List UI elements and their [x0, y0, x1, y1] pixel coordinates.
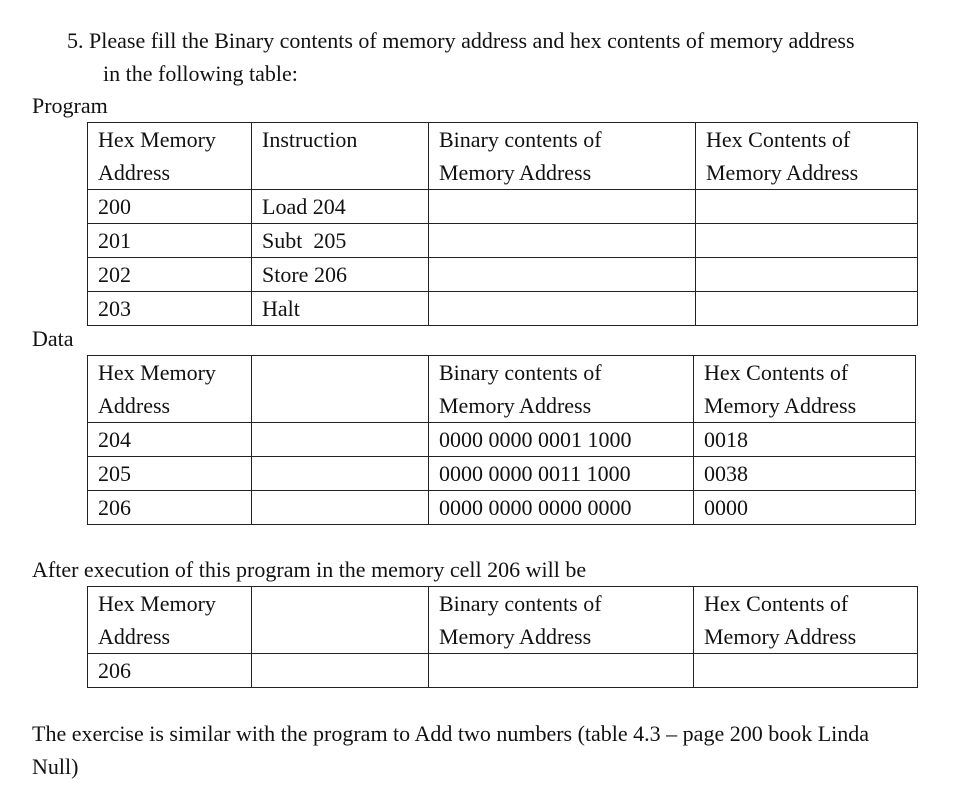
header-binary-contents: Binary contents of Memory Address — [429, 123, 696, 190]
table-row — [88, 258, 918, 292]
header-hex-contents: Hex Contents of Memory Address — [694, 587, 918, 654]
hex-cell: 0018 — [694, 423, 916, 457]
question-line-2: in the following table: — [103, 61, 298, 86]
data-table — [87, 355, 916, 525]
result-table — [87, 586, 918, 688]
table-header-row — [88, 587, 918, 654]
data-section-label: Data — [32, 326, 74, 351]
table-header-row — [88, 123, 918, 190]
table-row — [88, 423, 916, 457]
address-cell: 206 — [88, 491, 252, 525]
hex-cell: 0000 — [694, 491, 916, 525]
header-binary-contents: Binary contents of Memory Address — [429, 587, 694, 654]
instruction-cell: Subt 205 — [252, 224, 429, 258]
hex-cell: 0038 — [694, 457, 916, 491]
header-instruction: Instruction — [252, 123, 429, 190]
binary-cell[interactable] — [429, 292, 696, 326]
binary-cell: 0000 0000 0001 1000 — [429, 423, 694, 457]
address-cell: 206 — [88, 654, 252, 688]
header-blank — [252, 356, 429, 423]
table-row — [88, 457, 916, 491]
table-row — [88, 292, 918, 326]
address-cell: 201 — [88, 224, 252, 258]
instruction-cell — [252, 457, 429, 491]
hex-cell[interactable] — [696, 258, 918, 292]
hex-cell[interactable] — [696, 224, 918, 258]
address-cell: 202 — [88, 258, 252, 292]
question-line-1: 5. Please fill the Binary contents of memory address and hex contents of memory address — [67, 28, 855, 53]
table-row — [88, 190, 918, 224]
address-cell: 203 — [88, 292, 252, 326]
after-execution-label: After execution of this program in the memory cell 206 will be — [32, 557, 587, 582]
address-cell: 205 — [88, 457, 252, 491]
header-hex-memory-address: Hex Memory Address — [88, 587, 252, 654]
instruction-cell: Load 204 — [252, 190, 429, 224]
header-blank — [252, 587, 429, 654]
program-table — [87, 122, 918, 326]
table-row — [88, 654, 918, 688]
header-hex-contents: Hex Contents of Memory Address — [696, 123, 918, 190]
instruction-cell — [252, 491, 429, 525]
table-row — [88, 224, 918, 258]
footer-line-2: Null) — [32, 754, 79, 779]
footer-line-1: The exercise is similar with the program to Add two numbers (table 4.3 – page 200 book Linda — [32, 721, 870, 746]
hex-cell[interactable] — [694, 654, 918, 688]
binary-cell[interactable] — [429, 224, 696, 258]
instruction-cell: Halt — [252, 292, 429, 326]
binary-cell[interactable] — [429, 654, 694, 688]
address-cell: 204 — [88, 423, 252, 457]
header-hex-memory-address: Hex Memory Address — [88, 356, 252, 423]
binary-cell: 0000 0000 0000 0000 — [429, 491, 694, 525]
instruction-cell — [252, 423, 429, 457]
header-hex-memory-address: Hex Memory Address — [88, 123, 252, 190]
header-binary-contents: Binary contents of Memory Address — [429, 356, 694, 423]
binary-cell[interactable] — [429, 190, 696, 224]
hex-cell[interactable] — [696, 292, 918, 326]
header-hex-contents: Hex Contents of Memory Address — [694, 356, 916, 423]
address-cell: 200 — [88, 190, 252, 224]
table-row — [88, 491, 916, 525]
instruction-cell: Store 206 — [252, 258, 429, 292]
program-section-label: Program — [32, 93, 108, 118]
binary-cell: 0000 0000 0011 1000 — [429, 457, 694, 491]
instruction-cell — [252, 654, 429, 688]
table-header-row — [88, 356, 916, 423]
binary-cell[interactable] — [429, 258, 696, 292]
hex-cell[interactable] — [696, 190, 918, 224]
